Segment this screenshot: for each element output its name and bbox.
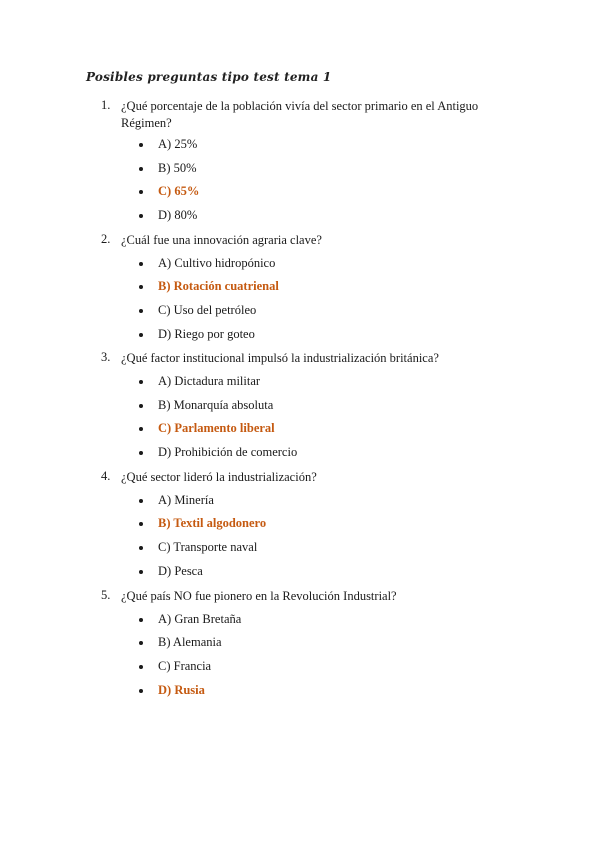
page-title: Posibles preguntas tipo test tema 1 [86, 70, 332, 84]
bullet-icon [139, 190, 143, 194]
option-label: D) Pesca [158, 564, 203, 578]
option-label: C) Parlamento liberal [158, 421, 275, 435]
option-label: C) Transporte naval [158, 540, 258, 554]
bullet-icon [139, 309, 143, 313]
question-text: ¿Qué porcentaje de la población vivía del sector primario en el Antiguo Régimen? [121, 99, 479, 130]
question-text: ¿Qué país NO fue pionero en la Revolución Industrial? [121, 589, 397, 603]
option-label: C) Uso del petróleo [158, 303, 257, 317]
bullet-icon [139, 499, 143, 503]
bullet-icon [139, 546, 143, 550]
bullet-icon [139, 427, 143, 431]
bullet-icon [139, 167, 143, 171]
question-number: 2. [101, 232, 111, 246]
bullet-icon [139, 641, 143, 645]
bullet-icon [139, 404, 143, 408]
option-label: A) Dictadura militar [158, 374, 261, 388]
option-label: B) Textil algodonero [158, 516, 267, 530]
option-label: A) Minería [158, 493, 214, 507]
question-number: 5. [101, 588, 111, 602]
bullet-icon [139, 689, 143, 693]
bullet-icon [139, 333, 143, 337]
option-label: C) 65% [158, 184, 200, 198]
bullet-icon [139, 285, 143, 289]
question-number: 4. [101, 469, 111, 483]
option-label: D) Prohibición de comercio [158, 445, 298, 459]
bullet-icon [139, 214, 143, 218]
question-number: 3. [101, 350, 111, 364]
option-label: A) 25% [158, 137, 198, 151]
bullet-icon [139, 451, 143, 455]
bullet-icon [139, 143, 143, 147]
bullet-icon [139, 262, 143, 266]
question-text: ¿Qué factor institucional impulsó la industrialización británica? [121, 351, 439, 365]
question-text: ¿Cuál fue una innovación agraria clave? [121, 233, 322, 247]
option-label: C) Francia [158, 659, 212, 673]
question-text: ¿Qué sector lideró la industrialización? [121, 470, 317, 484]
bullet-icon [139, 665, 143, 669]
option-label: B) 50% [158, 161, 197, 175]
bullet-icon [139, 570, 143, 574]
option-label: A) Gran Bretaña [158, 612, 242, 626]
bullet-icon [139, 618, 143, 622]
option-label: D) 80% [158, 208, 198, 222]
option-label: B) Alemania [158, 635, 222, 649]
option-label: B) Rotación cuatrienal [158, 279, 279, 293]
option-label: D) Riego por goteo [158, 327, 255, 341]
option-label: B) Monarquía absoluta [158, 398, 274, 412]
bullet-icon [139, 522, 143, 526]
option-label: A) Cultivo hidropónico [158, 256, 276, 270]
question-number: 1. [101, 98, 111, 112]
bullet-icon [139, 380, 143, 384]
option-label: D) Rusia [158, 683, 205, 697]
